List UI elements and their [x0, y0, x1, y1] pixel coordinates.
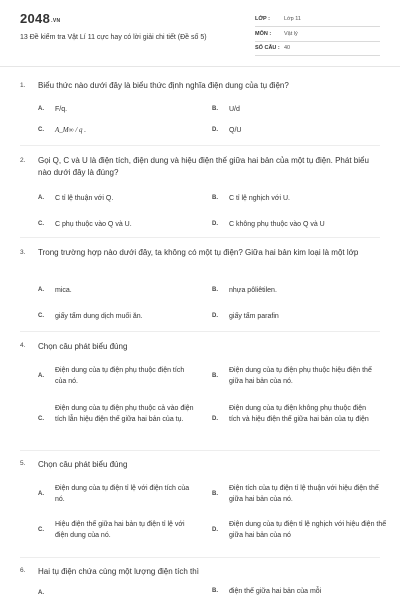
option-text: mica. [55, 287, 72, 294]
option-label: C. [38, 527, 44, 533]
question-text: Chọn câu phát biểu đúng [38, 342, 128, 351]
question-number: 4. [20, 342, 26, 349]
divider [20, 237, 380, 238]
meta-value: Vật lý [284, 31, 298, 37]
option-text: giấy tẩm dung dịch muối ăn. [55, 313, 143, 320]
option-label: A. [38, 373, 44, 379]
option-text: Điện dung của tụ điện phụ thuộc hiệu điện thế giữa hai bản của nó. [229, 367, 372, 385]
question-text: Biểu thức nào dưới đây là biểu thức định nghĩa điện dung của tụ điện? [38, 81, 289, 90]
divider [20, 145, 380, 146]
option-text: F/q. [55, 106, 68, 113]
option-label: D. [212, 221, 218, 227]
option-label: C. [38, 416, 44, 422]
question-number: 5. [20, 460, 26, 467]
meta-value: 40 [284, 45, 291, 51]
option-text: C tỉ lệ nghịch với U. [229, 195, 291, 202]
meta-class [255, 14, 380, 27]
option-label: A. [38, 491, 44, 497]
option-label: B. [212, 491, 218, 497]
option-text: Điện dung của tụ điện phụ thuộc điện tích của nó. [55, 367, 185, 385]
question-number: 3. [20, 249, 26, 256]
logo-main: 2048 [20, 11, 51, 26]
option-label: A. [38, 590, 44, 596]
option-text: Q/U [229, 127, 242, 134]
option-text: Điện dung của tụ điện tỉ lệ với điện tích của nó. [55, 485, 190, 503]
option-text: Hiệu điện thế giữa hai bản tụ điện tỉ lệ với điện dung của nó. [55, 521, 185, 539]
option-text: Điện tích của tụ điện tỉ lệ thuận với hiệu điện thế giữa hai bản của nó. [229, 485, 379, 503]
option-text: C không phụ thuộc vào Q và U [229, 221, 325, 228]
option-label: D. [212, 127, 218, 133]
divider [20, 331, 380, 332]
option-label: A. [38, 106, 44, 112]
option-text: Điện dung của tụ điện phụ thuộc cả vào điện tích lẫn hiệu điện thế giữa hai bản của tụ. [55, 405, 194, 423]
option-text: C phụ thuộc vào Q và U. [55, 221, 132, 228]
option-label: C. [38, 313, 44, 319]
exam-header [0, 0, 400, 67]
option-text: Điện dung của tụ điện tỉ lệ nghịch với hiệu điện thế giữa hai bản của nó [229, 521, 387, 539]
option-a[interactable] [38, 365, 198, 389]
meta-value: Lớp 11 [284, 16, 301, 22]
option-text: điện thế giữa hai bản của mỗi [229, 588, 322, 595]
option-label: B. [212, 287, 218, 293]
option-label: D. [212, 313, 218, 319]
option-label: C. [38, 127, 44, 133]
site-logo[interactable] [20, 11, 60, 26]
option-label: D. [212, 527, 218, 533]
divider [20, 557, 380, 558]
meta-count [255, 43, 380, 56]
question-text: Hai tụ điện chứa cùng một lượng điện tích thì [38, 567, 199, 576]
logo-sub: .VN [51, 18, 61, 24]
option-label: A. [38, 287, 44, 293]
option-label: C. [38, 221, 44, 227]
question-text: Chọn câu phát biểu đúng [38, 460, 128, 469]
option-label: D. [212, 416, 218, 422]
meta-key: MÔN : [255, 31, 272, 37]
option-c[interactable] [38, 403, 198, 439]
option-c[interactable] [38, 519, 198, 543]
meta-subject [255, 29, 380, 42]
question-number: 6. [20, 567, 26, 574]
option-b[interactable] [212, 365, 382, 389]
option-label: B. [212, 106, 218, 112]
option-label: A. [38, 195, 44, 201]
exam-title: 13 Đề kiểm tra Vật Lí 11 cực hay có lời giải chi tiết (Đề số 5) [20, 34, 207, 41]
option-text: U/d [229, 106, 240, 113]
option-label: B. [212, 195, 218, 201]
option-label: B. [212, 373, 218, 379]
option-formula: A_M∞ / q . [55, 126, 87, 134]
option-label: B. [212, 588, 218, 594]
question-text: Gọi Q, C và U là điện tích, điện dung và hiệu điện thế giữa hai bản của một tụ điện. Phát biểu nào dưới đây là đúng? [38, 156, 369, 177]
option-d[interactable] [212, 403, 382, 439]
question-number: 2. [20, 157, 26, 164]
divider [20, 450, 380, 451]
option-text: Điện dung của tụ điện không phụ thuộc điện tích và hiệu điện thế giữa hai bản của tụ điện [229, 405, 369, 423]
option-b[interactable] [212, 483, 382, 507]
option-a[interactable] [38, 483, 198, 507]
question-text: Trong trường hợp nào dưới đây, ta không có một tụ điện? Giữa hai bản kim loại là một lớp [38, 248, 359, 257]
option-text: nhựa pôliêtilen. [229, 287, 277, 294]
option-text: C tỉ lệ thuận với Q. [55, 195, 114, 202]
option-d[interactable] [212, 519, 387, 543]
meta-key: LỚP : [255, 16, 270, 22]
question-number: 1. [20, 82, 26, 89]
option-text: giấy tẩm parafin [229, 313, 279, 320]
meta-key: SỐ CÂU : [255, 45, 280, 51]
